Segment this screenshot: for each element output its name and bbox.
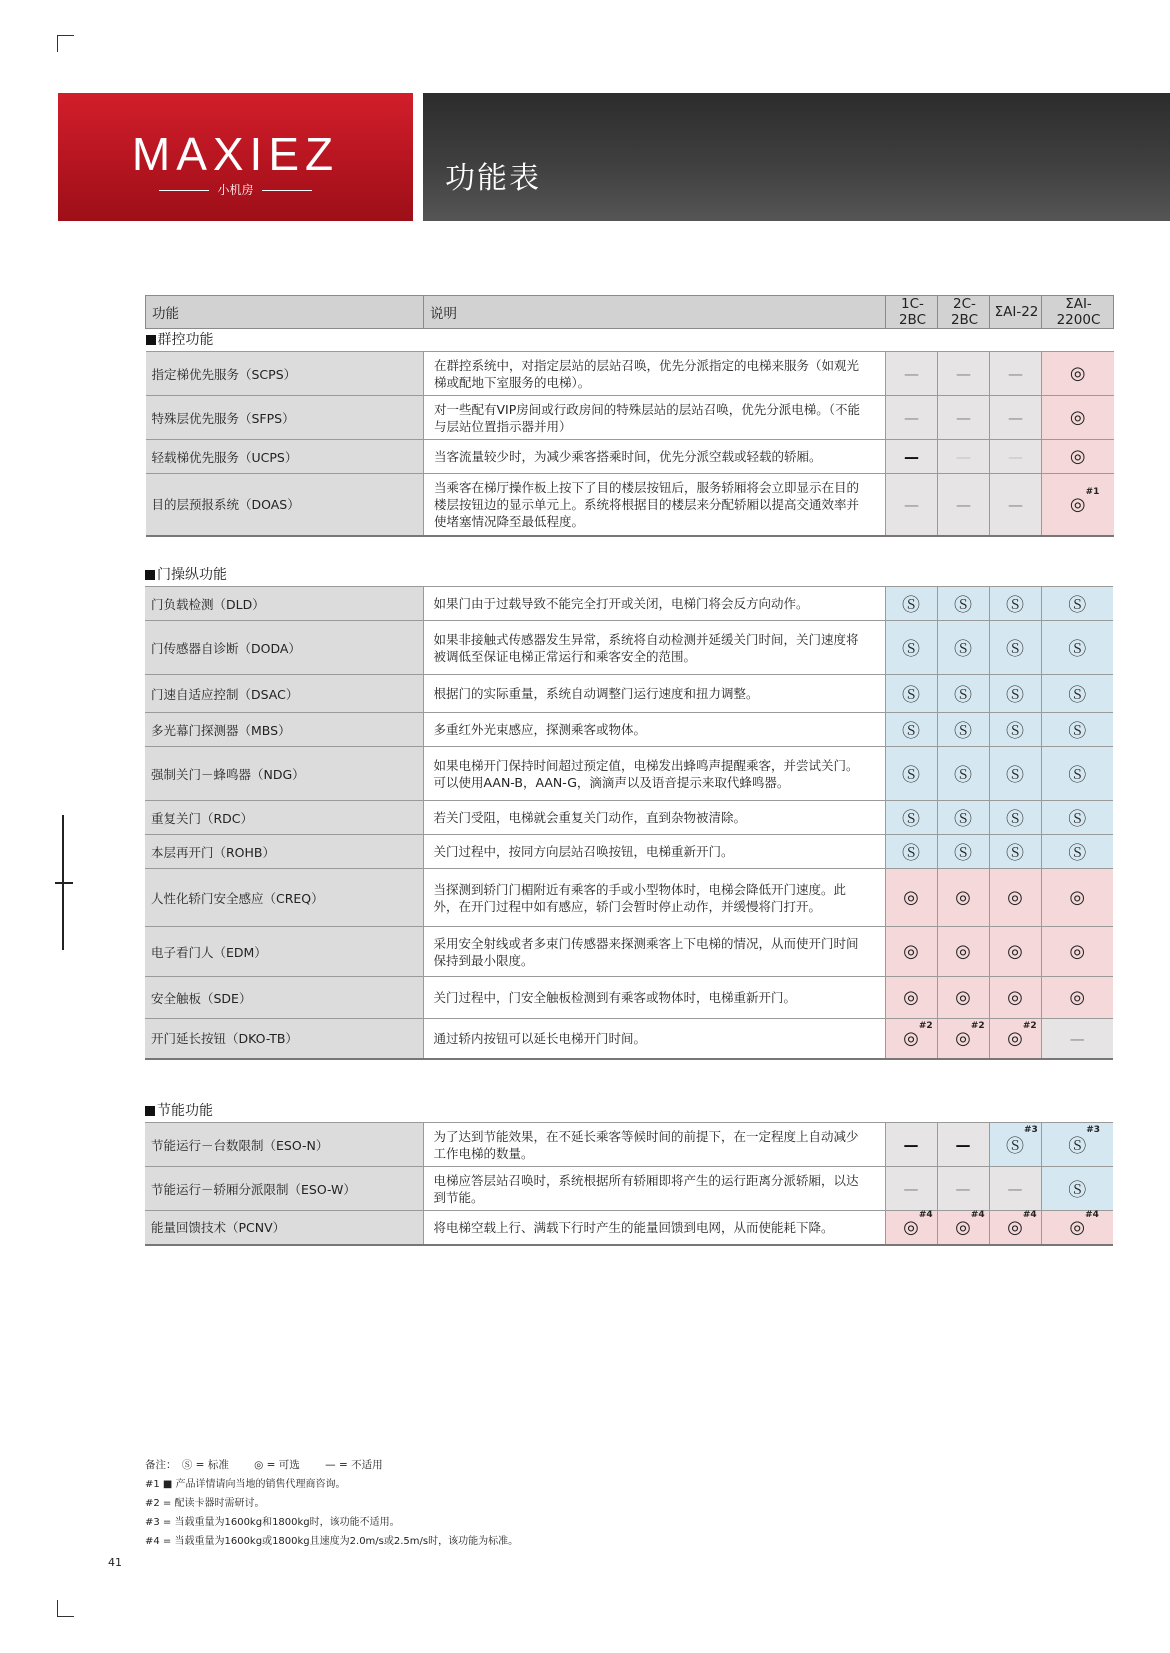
header-model: 1C-2BC	[886, 296, 938, 329]
optional-mark: ◎ #4	[989, 1211, 1041, 1245]
standard-mark: Ⓢ	[937, 675, 989, 713]
header-function: 功能	[146, 296, 424, 329]
square-bullet-icon	[146, 335, 156, 345]
optional-mark: ◎ #2	[885, 1019, 937, 1059]
optional-mark: ◎	[885, 927, 937, 977]
legend-optional: ◎ = 可选	[254, 1459, 300, 1471]
table-row	[145, 927, 1113, 977]
standard-mark: Ⓢ	[1041, 713, 1113, 747]
not-applicable-mark: —	[938, 440, 990, 474]
standard-mark: Ⓢ	[989, 675, 1041, 713]
section-title: 门操纵功能	[145, 564, 1113, 587]
not-applicable-mark: —	[937, 1123, 989, 1167]
table-row	[145, 587, 1113, 621]
function-name: 指定梯优先服务（SCPS）	[146, 352, 424, 396]
table-row	[145, 1211, 1113, 1245]
header-model: ΣAI-22	[990, 296, 1042, 329]
registration-mark-h	[55, 882, 73, 884]
function-description: 在群控系统中，对指定层站的层站召唤，优先分派指定的电梯来服务（如观光梯或配地下室服务的电梯）。	[424, 352, 886, 396]
standard-mark: Ⓢ	[937, 747, 989, 801]
not-applicable-mark: —	[886, 396, 938, 440]
section-group-control	[145, 295, 1113, 537]
standard-mark: Ⓢ	[1041, 621, 1113, 675]
table-header-row	[146, 296, 1114, 329]
brand-logo: MAXIEZ	[131, 128, 340, 180]
standard-mark: Ⓢ	[989, 801, 1041, 835]
function-name: 门速自适应控制（DSAC）	[145, 675, 423, 713]
table-row	[145, 1167, 1113, 1211]
function-description: 如果门由于过载导致不能完全打开或关闭，电梯门将会反方向动作。	[423, 587, 885, 621]
function-description: 根据门的实际重量，系统自动调整门运行速度和扭力调整。	[423, 675, 885, 713]
not-applicable-mark: —	[990, 440, 1042, 474]
legend-standard: Ⓢ = 标准	[181, 1459, 229, 1471]
function-description: 多重红外光束感应，探测乘客或物体。	[423, 713, 885, 747]
standard-mark: Ⓢ	[885, 747, 937, 801]
table-row	[145, 621, 1113, 675]
table-row	[145, 747, 1113, 801]
function-description: 当客流量较少时，为减少乘客搭乘时间，优先分派空载或轻载的轿厢。	[424, 440, 886, 474]
function-description: 关门过程中，按同方向层站召唤按钮，电梯重新开门。	[423, 835, 885, 869]
table-row	[145, 869, 1113, 927]
not-applicable-mark: —	[990, 474, 1042, 536]
standard-mark: Ⓢ	[937, 801, 989, 835]
note-line: #2 = 配读卡器时需研讨。	[145, 1498, 265, 1509]
section-title: 群控功能	[146, 329, 1114, 352]
footnote-ref: #4	[1022, 1209, 1037, 1220]
function-description: 如果非接触式传感器发生异常，系统将自动检测并延缓关门时间，关门速度将被调低至保证电梯正常运行和乘客安全的范围。	[423, 621, 885, 675]
page-title: 功能表	[445, 161, 541, 196]
standard-mark: Ⓢ	[989, 747, 1041, 801]
standard-mark: Ⓢ	[885, 835, 937, 869]
not-applicable-mark: —	[885, 1123, 937, 1167]
optional-mark: ◎	[989, 927, 1041, 977]
function-description: 当探测到轿门门楣附近有乘客的手或小型物体时，电梯会降低开门速度。此外，在开门过程中如有感应，轿门会暂时停止动作，并缓慢将门打开。	[423, 869, 885, 927]
standard-mark: Ⓢ	[989, 587, 1041, 621]
table-row	[145, 1123, 1113, 1167]
not-applicable-mark: —	[938, 396, 990, 440]
standard-mark: Ⓢ	[1041, 801, 1113, 835]
legend-na: — = 不适用	[325, 1459, 383, 1471]
function-description: 通过轿内按钮可以延长电梯开门时间。	[423, 1019, 885, 1059]
optional-mark: ◎ #4	[1041, 1211, 1113, 1245]
function-name: 强制关门－蜂鸣器（NDG）	[145, 747, 423, 801]
feature-table	[145, 295, 1114, 537]
function-name: 门传感器自诊断（DODA）	[145, 621, 423, 675]
standard-mark: Ⓢ	[1041, 675, 1113, 713]
optional-mark: ◎	[1042, 352, 1114, 396]
notes	[145, 1456, 518, 1551]
standard-mark: Ⓢ	[937, 835, 989, 869]
function-name: 人性化轿门安全感应（CREQ）	[145, 869, 423, 927]
table-row	[146, 396, 1114, 440]
note-line: #3 = 当载重量为1600kg和1800kg时，该功能不适用。	[145, 1517, 400, 1528]
standard-mark: Ⓢ	[989, 713, 1041, 747]
square-bullet-icon	[145, 1106, 155, 1116]
function-name: 电子看门人（EDM）	[145, 927, 423, 977]
table-row	[146, 440, 1114, 474]
not-applicable-mark: —	[989, 1167, 1041, 1211]
note-line: #4 = 当载重量为1600kg或1800kg且速度为2.0m/s或2.5m/s时，该功能为标准。	[145, 1536, 519, 1547]
section-door-control	[145, 564, 1113, 1060]
footnote-ref: #4	[1085, 1209, 1099, 1220]
optional-mark: ◎	[885, 977, 937, 1019]
function-description: 为了达到节能效果，在不延长乘客等候时间的前提下，在一定程度上自动减少工作电梯的数量。	[423, 1123, 885, 1167]
function-name: 门负载检测（DLD）	[145, 587, 423, 621]
table-row	[146, 352, 1114, 396]
standard-mark: Ⓢ	[885, 713, 937, 747]
optional-mark: ◎ #4	[885, 1211, 937, 1245]
optional-mark: ◎ #1	[1042, 474, 1114, 536]
brand-subtitle: 小机房	[58, 181, 413, 198]
not-applicable-mark: —	[885, 1167, 937, 1211]
not-applicable-mark: —	[1041, 1019, 1113, 1059]
table-row	[145, 977, 1113, 1019]
not-applicable-mark: —	[937, 1167, 989, 1211]
page-number: 41	[108, 1556, 122, 1569]
standard-mark: Ⓢ	[989, 835, 1041, 869]
not-applicable-mark: —	[938, 474, 990, 536]
function-name: 能量回馈技术（PCNV）	[145, 1211, 423, 1245]
feature-table	[145, 564, 1113, 1060]
standard-mark: Ⓢ	[937, 713, 989, 747]
function-name: 重复关门（RDC）	[145, 801, 423, 835]
function-name: 安全触板（SDE）	[145, 977, 423, 1019]
footnote-ref: #4	[918, 1209, 933, 1220]
footnote-ref: #2	[970, 1020, 985, 1031]
function-name: 目的层预报系统（DOAS）	[146, 474, 424, 536]
footnote-ref: #3	[1024, 1124, 1038, 1135]
standard-mark: Ⓢ	[937, 587, 989, 621]
function-description: 采用安全射线或者多束门传感器来探测乘客上下电梯的情况，从而使开门时间保持到最小限度。	[423, 927, 885, 977]
not-applicable-mark: —	[886, 352, 938, 396]
header-model: ΣAI-2200C	[1042, 296, 1114, 329]
function-name: 特殊层优先服务（SFPS）	[146, 396, 424, 440]
optional-mark: ◎	[937, 927, 989, 977]
function-description: 当乘客在梯厅操作板上按下了目的楼层按钮后，服务轿厢将会立即显示在目的楼层按钮边的显示单元上。系统将根据目的楼层来分配轿厢以提高交通效率并使堵塞情况降至最低程度。	[424, 474, 886, 536]
standard-mark: Ⓢ	[1041, 587, 1113, 621]
section-title: 节能功能	[145, 1100, 1113, 1123]
optional-mark: ◎	[1041, 869, 1113, 927]
legend-prefix: 备注：	[145, 1459, 177, 1471]
optional-mark: ◎ #2	[937, 1019, 989, 1059]
footnote-ref: #4	[970, 1209, 985, 1220]
feature-table	[145, 1100, 1113, 1246]
footnote-ref: #1	[1085, 486, 1100, 497]
standard-mark: Ⓢ	[885, 621, 937, 675]
not-applicable-mark: —	[990, 352, 1042, 396]
table-row	[145, 713, 1113, 747]
optional-mark: ◎	[1042, 396, 1114, 440]
standard-mark: Ⓢ	[937, 621, 989, 675]
brand-banner	[58, 93, 413, 221]
table-row	[145, 1019, 1113, 1059]
function-description: 对一些配有VIP房间或行政房间的特殊层站的层站召唤，优先分派电梯。（不能与层站位置指示器并用）	[424, 396, 886, 440]
note-line: #1 ■ 产品详情请向当地的销售代理商咨询。	[145, 1479, 346, 1490]
function-description: 如果电梯开门保持时间超过预定值，电梯发出蜂鸣声提醒乘客，并尝试关门。可以使用AAN-B，AAN-G，滴滴声以及语音提示来取代蜂鸣器。	[423, 747, 885, 801]
optional-mark: ◎	[1041, 927, 1113, 977]
standard-mark: Ⓢ #3	[1041, 1123, 1113, 1167]
footnote-ref: #3	[1086, 1124, 1101, 1135]
optional-mark: ◎	[1042, 440, 1114, 474]
table-row	[145, 801, 1113, 835]
not-applicable-mark: —	[886, 474, 938, 536]
standard-mark: Ⓢ	[1041, 835, 1113, 869]
optional-mark: ◎	[937, 869, 989, 927]
table-row	[146, 474, 1114, 536]
header-model: 2C-2BC	[938, 296, 990, 329]
table-row	[145, 835, 1113, 869]
header-description: 说明	[424, 296, 886, 329]
optional-mark: ◎	[937, 977, 989, 1019]
table-row	[145, 675, 1113, 713]
function-name: 本层再开门（ROHB）	[145, 835, 423, 869]
section-energy-saving	[145, 1100, 1113, 1246]
standard-mark: Ⓢ #3	[989, 1123, 1041, 1167]
function-name: 多光幕门探测器（MBS）	[145, 713, 423, 747]
optional-mark: ◎ #4	[937, 1211, 989, 1245]
crop-mark-bottom-left	[57, 1600, 74, 1617]
function-name: 开门延长按钮（DKO-TB）	[145, 1019, 423, 1059]
standard-mark: Ⓢ	[885, 675, 937, 713]
optional-mark: ◎	[1041, 977, 1113, 1019]
footnote-ref: #2	[1022, 1020, 1037, 1031]
standard-mark: Ⓢ	[1041, 1167, 1113, 1211]
not-applicable-mark: —	[938, 352, 990, 396]
function-name: 节能运行－台数限制（ESO-N）	[145, 1123, 423, 1167]
function-description: 关门过程中，门安全触板检测到有乘客或物体时，电梯重新开门。	[423, 977, 885, 1019]
optional-mark: ◎	[885, 869, 937, 927]
function-description: 若关门受阻，电梯就会重复关门动作，直到杂物被清除。	[423, 801, 885, 835]
standard-mark: Ⓢ	[1041, 747, 1113, 801]
not-applicable-mark: —	[990, 396, 1042, 440]
standard-mark: Ⓢ	[989, 621, 1041, 675]
standard-mark: Ⓢ	[885, 801, 937, 835]
function-name: 节能运行－轿厢分派限制（ESO-W）	[145, 1167, 423, 1211]
optional-mark: ◎	[989, 869, 1041, 927]
standard-mark: Ⓢ	[885, 587, 937, 621]
square-bullet-icon	[145, 570, 155, 580]
optional-mark: ◎	[989, 977, 1041, 1019]
function-description: 将电梯空载上行、满载下行时产生的能量回馈到电网，从而使能耗下降。	[423, 1211, 885, 1245]
legend	[145, 1456, 518, 1475]
not-applicable-mark: —	[886, 440, 938, 474]
function-description: 电梯应答层站召唤时，系统根据所有轿厢即将产生的运行距离分派轿厢，以达到节能。	[423, 1167, 885, 1211]
function-name: 轻载梯优先服务（UCPS）	[146, 440, 424, 474]
footnote-ref: #2	[918, 1020, 933, 1031]
crop-mark-top-left	[57, 35, 74, 52]
title-bar	[423, 93, 1170, 221]
optional-mark: ◎ #2	[989, 1019, 1041, 1059]
